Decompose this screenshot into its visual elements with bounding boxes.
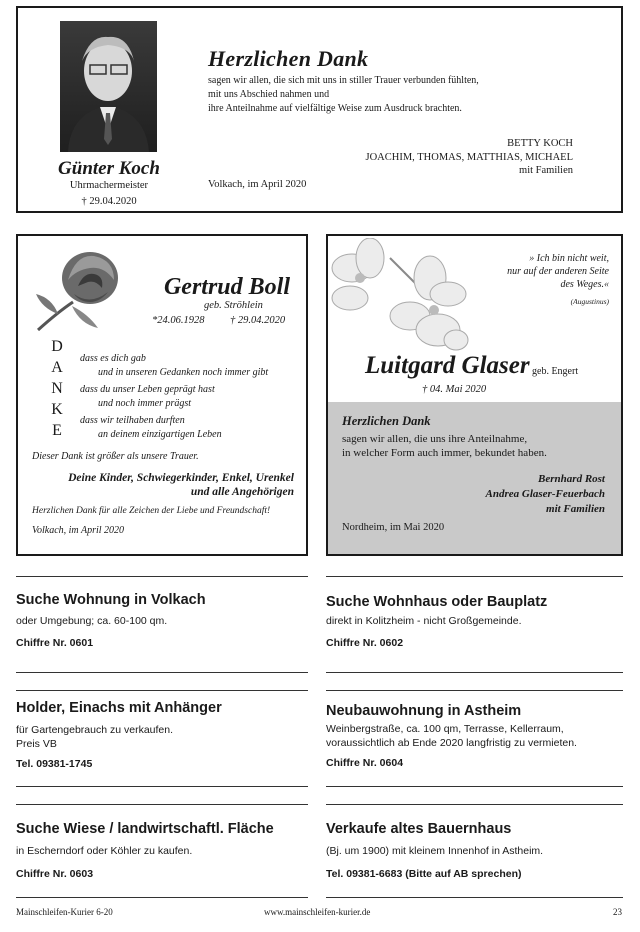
thanks-line: Herzlichen Dank für alle Zeichen der Liebe und Freundschaft! (32, 506, 271, 516)
thanks-text (208, 74, 479, 116)
page-number: 23 (613, 907, 622, 917)
quote-line: des Weges.« (560, 279, 609, 290)
family-line: und alle Angehörigen (190, 486, 294, 498)
quote-line: » Ich bin nicht weit, (529, 253, 609, 264)
obituary-gertrud-boll (16, 234, 308, 556)
poem-line: und noch immer prägst (98, 398, 192, 409)
thanks-line: sagen wir allen, die sich mit uns in stiller Trauer verbunden fühlten, (208, 75, 479, 86)
portrait-photo (60, 21, 157, 152)
separator-line (16, 672, 308, 673)
danke-lines (80, 352, 268, 442)
danke-letter: N (51, 380, 63, 397)
separator-line (326, 786, 623, 787)
orchid-image (330, 238, 470, 356)
ad-text: Weinbergstraße, ca. 100 qm, Terrasse, Kellerraum, (326, 723, 564, 735)
death-date: † 29.04.2020 (81, 196, 137, 207)
signer-line: BETTY KOCH (507, 138, 573, 149)
separator-line (326, 690, 623, 691)
place-date: Volkach, im April 2020 (208, 179, 307, 190)
death-date: † 04. Mai 2020 (422, 384, 487, 395)
separator-line (16, 690, 308, 691)
greater-than-grief: Dieser Dank ist größer als unsere Trauer. (32, 451, 199, 462)
thanks-text (342, 432, 547, 460)
ad-text: oder Umgebung; ca. 60-100 qm. (16, 615, 168, 627)
place-date: Volkach, im April 2020 (32, 525, 125, 536)
footer-publication: Mainschleifen-Kurier 6-20 (16, 907, 113, 917)
ad-contact: Chiffre Nr. 0602 (326, 637, 404, 649)
separator-line (16, 786, 308, 787)
classified-ad (16, 821, 308, 880)
thanks-line: mit uns Abschied nahmen und (208, 89, 330, 100)
heading-herzlichen-dank: Herzlichen Dank (208, 46, 369, 71)
ad-contact: Tel. 09381-1745 (16, 758, 93, 770)
thanks-line: ihre Anteilnahme auf vielfältige Weise zum Ausdruck brachten. (208, 103, 462, 114)
death-date: † 29.04.2020 (230, 315, 286, 326)
separator-line (326, 576, 623, 577)
danke-letter: K (51, 401, 63, 418)
ad-title: Suche Wohnhaus oder Bauplatz (326, 594, 548, 610)
ad-contact: Chiffre Nr. 0604 (326, 757, 404, 769)
ad-contact: Tel. 09381-6683 (Bitte auf AB sprechen) (326, 868, 522, 880)
separator-line (326, 672, 623, 673)
ad-title: Holder, Einachs mit Anhänger (16, 700, 222, 716)
classified-ad (326, 594, 623, 649)
signer-line: mit Familien (519, 165, 573, 176)
ad-contact: Chiffre Nr. 0603 (16, 868, 94, 880)
quote (507, 252, 609, 308)
ad-contact: Chiffre Nr. 0601 (16, 637, 94, 649)
signers (486, 472, 605, 517)
quote-author: (Augustinus) (570, 297, 609, 306)
signer-line: mit Familien (546, 503, 605, 515)
danke-letter: A (51, 359, 63, 376)
danke-letter: D (51, 338, 63, 355)
separator-line (16, 804, 308, 805)
signer-line: Andrea Glaser-Feuerbach (485, 488, 605, 500)
grey-panel (328, 402, 621, 554)
danke-letter: E (52, 422, 62, 439)
birth-date: *24.06.1928 (152, 315, 205, 326)
ad-title: Neubauwohnung in Astheim (326, 703, 522, 719)
family-line: Deine Kinder, Schwiegerkinder, Enkel, Urenkel (68, 472, 294, 484)
signer-line: JOACHIM, THOMAS, MATTHIAS, MICHAEL (365, 151, 573, 163)
deceased-name: Gertrud Boll (163, 274, 290, 300)
danke-vertical (48, 336, 66, 441)
poem-line: an deinem einzigartigen Leben (98, 429, 222, 440)
ad-text: voraussichtlich ab Ende 2020 langfristig zu vermieten. (326, 737, 577, 749)
classified-ad (326, 703, 623, 769)
obituary-guenter-koch (16, 6, 623, 213)
thanks-line: in welcher Form auch immer, bekundet haben. (342, 447, 547, 459)
classified-ad (16, 700, 308, 770)
ad-text: für Gartengebrauch zu verkaufen. (16, 724, 174, 736)
ad-text: (Bj. um 1900) mit kleinem Innenhof in Astheim. (326, 845, 544, 857)
poem-line: dass es dich gab (80, 353, 146, 364)
ad-title: Suche Wiese / landwirtschaftl. Fläche (16, 821, 274, 837)
deceased-name: Luitgard Glaser (365, 352, 530, 379)
separator-line (326, 897, 623, 898)
ad-text: direkt in Kolitzheim - nicht Großgemeinde. (326, 615, 522, 627)
poem-line: dass wir teilhaben durften (80, 415, 185, 426)
thanks-line: sagen wir allen, die uns ihre Anteilnahme, (342, 433, 528, 445)
footer-website[interactable]: www.mainschleifen-kurier.de (264, 907, 371, 917)
obituary-luitgard-glaser (326, 234, 623, 556)
ad-text: Preis VB (16, 738, 57, 750)
classified-ad (16, 592, 308, 649)
separator-line (16, 576, 308, 577)
profession: Uhrmachermeister (69, 180, 149, 191)
signers (366, 137, 573, 178)
birth-name: geb. Ströhlein (204, 300, 263, 311)
birth-name: geb. Engert (532, 366, 579, 377)
classified-ad (326, 821, 623, 880)
separator-line (16, 897, 308, 898)
place-date: Nordheim, im Mai 2020 (342, 522, 445, 533)
ad-title: Verkaufe altes Bauernhaus (326, 821, 512, 837)
rose-image (28, 242, 128, 332)
ad-title: Suche Wohnung in Volkach (16, 592, 206, 608)
deceased-name: Günter Koch (58, 158, 160, 179)
family-signers (68, 471, 294, 499)
quote-line: nur auf der anderen Seite (507, 266, 609, 277)
ad-text: in Escherndorf oder Köhler zu kaufen. (16, 845, 193, 857)
poem-line: dass du unser Leben geprägt hast (80, 384, 215, 395)
heading-herzlichen-dank: Herzlichen Dank (342, 414, 431, 428)
signer-line: Bernhard Rost (538, 473, 605, 485)
separator-line (326, 804, 623, 805)
poem-line: und in unseren Gedanken noch immer gibt (98, 367, 269, 378)
